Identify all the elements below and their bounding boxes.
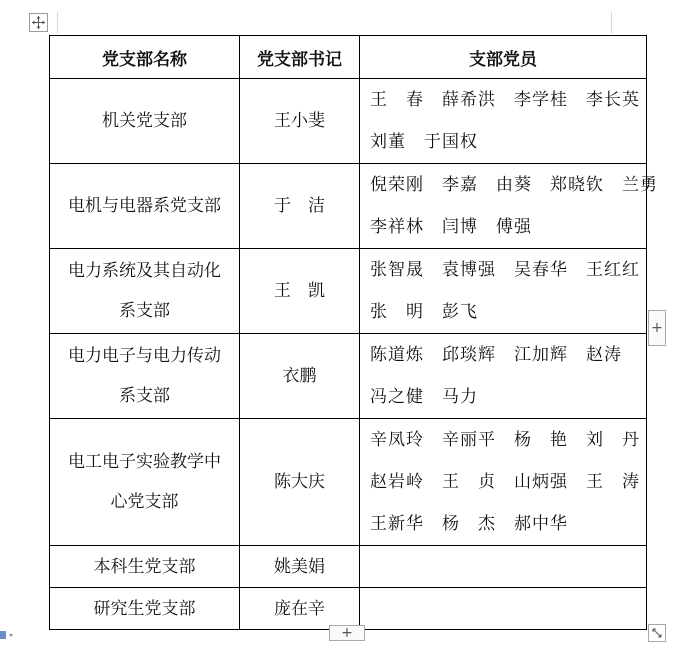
- branch-name-cell[interactable]: [50, 164, 240, 249]
- member-line: 张 明 彭飞: [370, 302, 478, 322]
- branch-name-cell[interactable]: [50, 249, 240, 334]
- branch-name-line: 本科生党支部: [93, 556, 196, 577]
- branch-name-cell[interactable]: [50, 546, 240, 588]
- branch-secretary-cell[interactable]: 于 洁: [240, 164, 360, 249]
- header-branch-members[interactable]: 支部党员: [360, 36, 647, 79]
- branch-name-line: 电力系统及其自动化: [68, 261, 221, 281]
- member-line: 张智晟 袁博强 吴春华 王红红: [370, 260, 640, 280]
- branch-secretary-cell[interactable]: 王 凯: [240, 249, 360, 334]
- branch-name-line: 心党支部: [110, 492, 179, 512]
- member-line: 冯之健 马力: [370, 387, 478, 407]
- branch-members-cell[interactable]: [360, 546, 647, 588]
- move-arrows-icon: [31, 15, 46, 30]
- branch-members-cell[interactable]: [360, 588, 647, 630]
- member-line: 辛凤玲 辛丽平 杨 艳 刘 丹: [370, 430, 640, 450]
- member-line: 李祥林 闫博 傅强: [370, 217, 532, 237]
- left-margin-guide: [57, 12, 58, 34]
- add-column-button[interactable]: +: [648, 310, 666, 346]
- member-line: 倪荣刚 李嘉 由葵 郑晓钦 兰勇: [370, 175, 658, 195]
- branch-name-line: 机关党支部: [102, 111, 187, 131]
- table-move-handle[interactable]: [29, 13, 48, 32]
- member-line: 赵岩岭 王 贞 山炳强 王 涛: [370, 472, 640, 492]
- branch-name-line: 电工电子实验教学中: [68, 452, 221, 472]
- table-row: [50, 249, 647, 334]
- table-resize-handle[interactable]: [648, 624, 666, 642]
- member-line: 王 春 薛希洪 李学桂 李长英: [370, 90, 640, 110]
- table-row: [50, 546, 647, 588]
- branch-secretary-cell[interactable]: 姚美娟: [240, 546, 360, 588]
- branch-secretary-cell[interactable]: 陈大庆: [240, 419, 360, 546]
- header-branch-secretary[interactable]: 党支部书记: [240, 36, 360, 79]
- branch-name-line: 研究生党支部: [93, 598, 196, 619]
- branch-name-cell[interactable]: [50, 419, 240, 546]
- branch-secretary-cell[interactable]: 庞在辛: [240, 588, 360, 630]
- right-margin-guide: [611, 12, 612, 34]
- branch-members-cell[interactable]: [360, 79, 647, 164]
- member-line: 王新华 杨 杰 郝中华: [370, 514, 568, 534]
- branch-secretary-cell[interactable]: 衣鹏: [240, 334, 360, 419]
- branch-name-line: 系支部: [119, 386, 170, 406]
- member-line: 陈道炼 邱琰辉 江加辉 赵涛: [370, 345, 622, 365]
- party-branch-table: [49, 35, 658, 630]
- resize-diagonal-icon: [651, 627, 663, 639]
- branch-name-cell[interactable]: [50, 79, 240, 164]
- branch-members-cell[interactable]: [360, 334, 647, 419]
- table-row: [50, 419, 647, 546]
- table-header-row: [50, 36, 647, 79]
- table-row: [50, 334, 647, 419]
- table-row: [50, 79, 647, 164]
- paragraph-anchor[interactable]: [0, 626, 14, 638]
- table-row: [50, 164, 647, 249]
- branch-name-line: 系支部: [119, 301, 170, 321]
- table-row: [50, 588, 647, 630]
- branch-members-cell[interactable]: [360, 249, 647, 334]
- branch-members-cell[interactable]: [360, 419, 647, 546]
- branch-name-cell[interactable]: [50, 334, 240, 419]
- branch-members-cell[interactable]: [360, 164, 658, 249]
- member-line: 刘董 于国权: [370, 132, 478, 152]
- paragraph-anchor-icon: [0, 629, 14, 641]
- add-row-button[interactable]: +: [329, 625, 365, 641]
- branch-name-line: 电力电子与电力传动: [68, 346, 221, 366]
- header-branch-name[interactable]: 党支部名称: [50, 36, 240, 79]
- branch-name-line: 电机与电器系党支部: [68, 196, 221, 216]
- branch-secretary-cell[interactable]: 王小斐: [240, 79, 360, 164]
- branch-name-cell[interactable]: [50, 588, 240, 630]
